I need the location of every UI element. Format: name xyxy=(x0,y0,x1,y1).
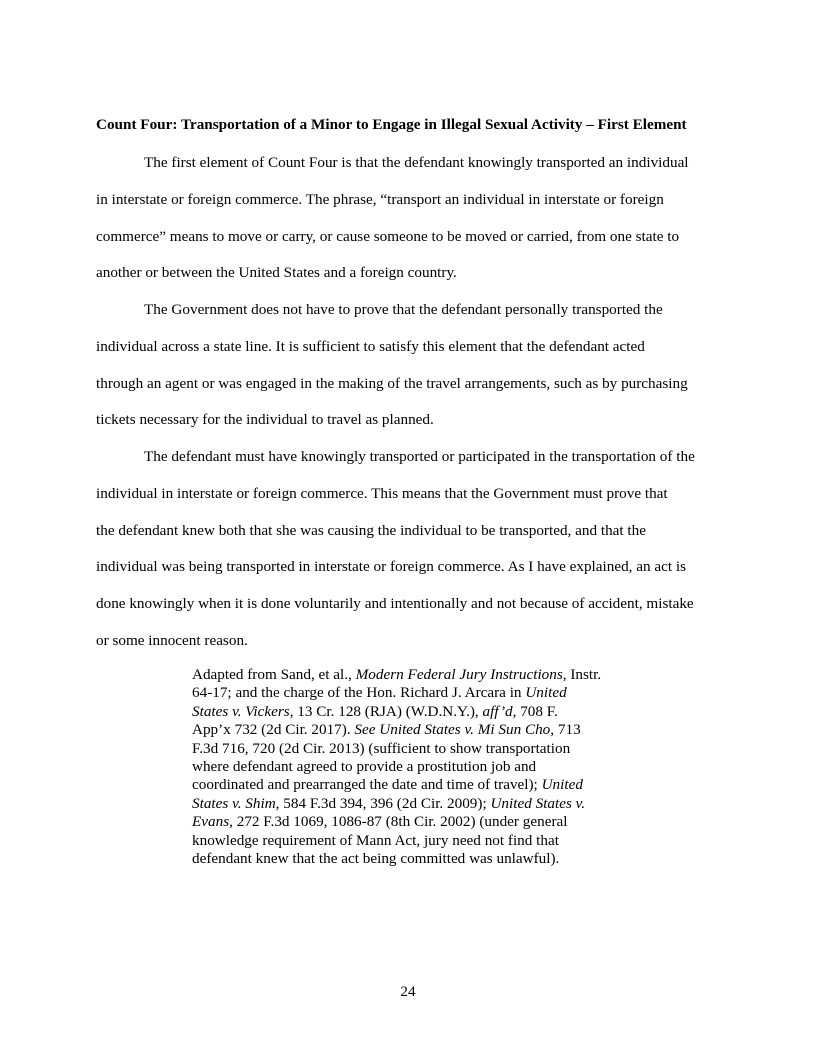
paragraph-line: tickets necessary for the individual to travel as planned. xyxy=(96,411,434,429)
page-number: 24 xyxy=(400,983,416,1000)
paragraph-line: individual across a state line. It is sufficient to satisfy this element that the defendant acted xyxy=(96,337,645,355)
citation-line: where defendant agreed to provide a prostitution job and xyxy=(192,758,537,776)
citation-text: , Instr. xyxy=(562,666,602,683)
citation-text: , 584 F.3d 394, 396 (2d Cir. 2009); xyxy=(275,794,491,812)
citation-line xyxy=(192,684,632,702)
case-name: United xyxy=(525,684,567,702)
citation-text: , 708 F. xyxy=(512,702,558,720)
case-name: See United States v. Mi Sun Cho xyxy=(354,721,551,739)
citation-line xyxy=(192,703,632,721)
paragraph-line: done knowingly when it is done voluntarily and intentionally and not because of accident, mistake xyxy=(96,595,694,613)
citation-text: , 713 xyxy=(550,721,581,739)
case-name: States v. Shim xyxy=(192,794,276,812)
paragraph-line: in interstate or foreign commerce. The phrase, “transport an individual in interstate or foreign xyxy=(96,190,664,208)
citation-text: , 272 F.3d 1069, 1086-87 (8th Cir. 2002) (under general xyxy=(229,813,568,831)
citation-signal: aff’d xyxy=(482,702,513,720)
paragraph-line: individual in interstate or foreign commerce. This means that the Government must prove that xyxy=(96,484,668,502)
citation-text: Adapted from Sand, et al., xyxy=(192,666,356,683)
citation-block xyxy=(192,666,632,868)
citation-text: , 13 Cr. 128 (RJA) (W.D.N.Y.), xyxy=(289,702,483,720)
paragraph-line: through an agent or was engaged in the making of the travel arrangements, such as by purchasing xyxy=(96,374,688,392)
citation-line: F.3d 716, 720 (2d Cir. 2013) (sufficient to show transportation xyxy=(192,739,571,757)
paragraph-line: the defendant knew both that she was causing the individual to be transported, and that the xyxy=(96,521,646,539)
paragraph-line: or some innocent reason. xyxy=(96,631,248,649)
citation-line xyxy=(192,776,632,794)
section-heading: Count Four: Transportation of a Minor to Engage in Illegal Sexual Activity – First Element xyxy=(96,116,687,133)
case-name: States v. Vickers xyxy=(192,702,290,720)
paragraph-1 xyxy=(96,145,736,292)
citation-line xyxy=(192,666,632,684)
case-name: United xyxy=(541,776,583,794)
citation-text: App’x 732 (2d Cir. 2017). xyxy=(192,721,355,739)
paragraph-line: individual was being transported in interstate or foreign commerce. As I have explained, an act is xyxy=(96,558,687,576)
paragraph-line: commerce” means to move or carry, or cause someone to be moved or carried, from one state to xyxy=(96,227,680,245)
citation-text: coordinated and prearranged the date and time of travel); xyxy=(192,776,542,794)
paragraph-3 xyxy=(96,439,736,660)
citation-title: Modern Federal Jury Instructions xyxy=(355,666,563,683)
citation-line: defendant knew that the act being committed was unlawful). xyxy=(192,850,560,868)
case-name: Evans xyxy=(192,813,230,831)
citation-line: knowledge requirement of Mann Act, jury need not find that xyxy=(192,831,559,849)
citation-line xyxy=(192,813,632,831)
paragraph-line: The Government does not have to prove that the defendant personally transported the xyxy=(144,301,663,318)
citation-text: 64-17; and the charge of the Hon. Richard J. Arcara in xyxy=(192,684,526,702)
citation-line xyxy=(192,795,632,813)
paragraph-line: The first element of Count Four is that the defendant knowingly transported an individual xyxy=(144,154,689,171)
paragraph-2 xyxy=(96,292,736,439)
case-name: United States v. xyxy=(490,794,586,812)
paragraph-line: The defendant must have knowingly transported or participated in the transportation of the xyxy=(144,448,695,465)
paragraph-line: another or between the United States and a foreign country. xyxy=(96,264,457,282)
citation-line xyxy=(192,721,632,739)
